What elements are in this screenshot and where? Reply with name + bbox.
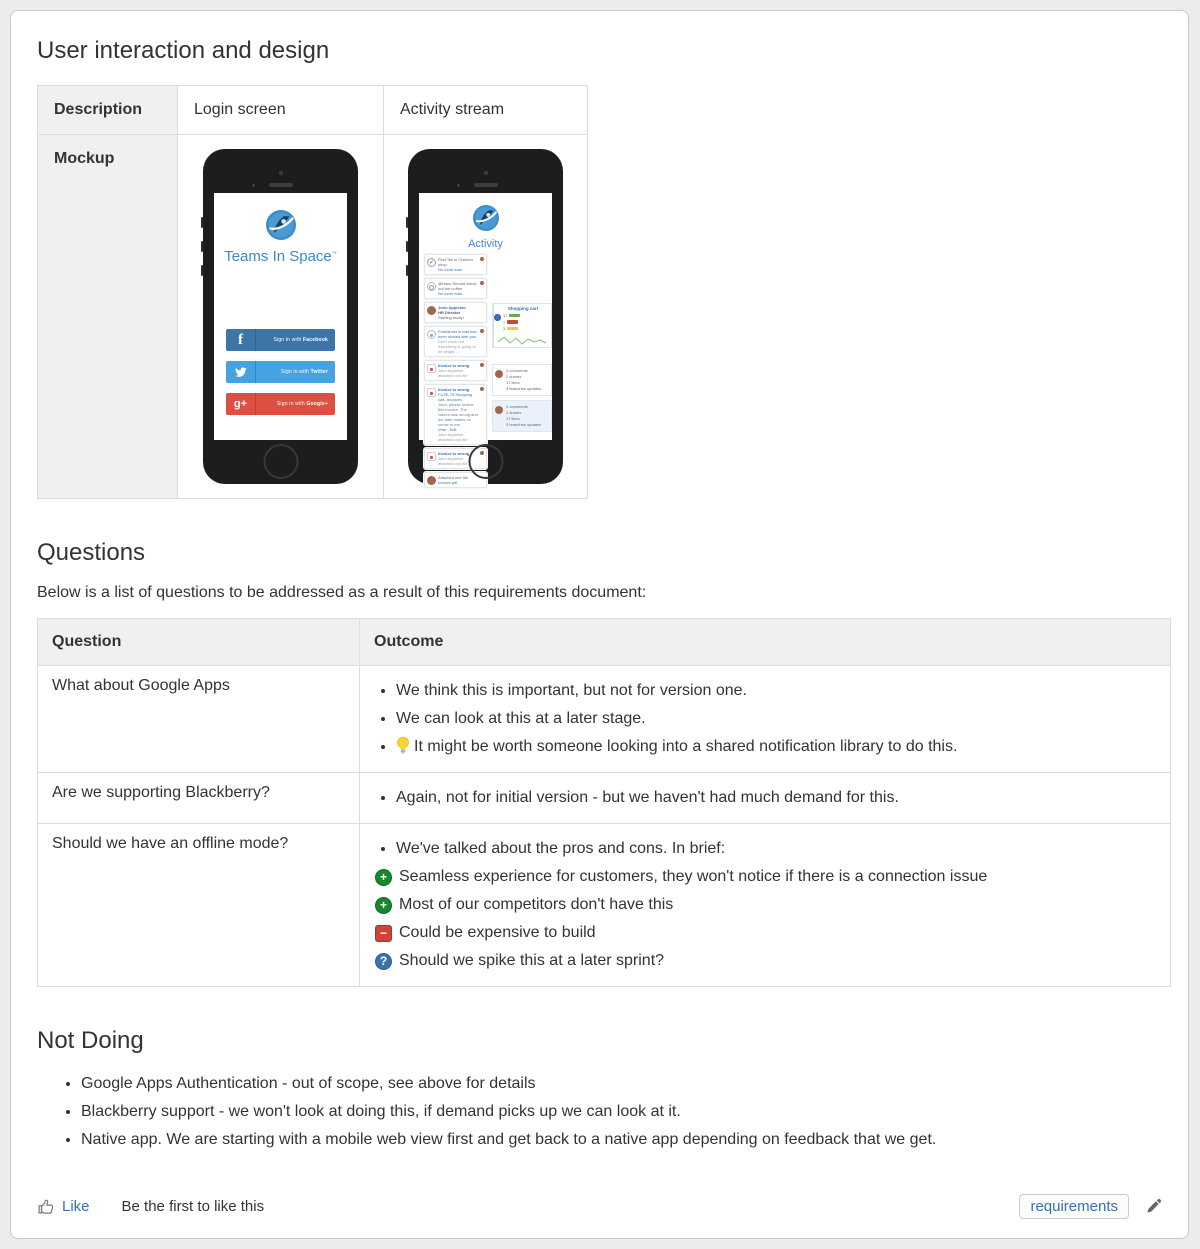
- question-column-header: Question: [38, 619, 360, 666]
- red-status-chip: [507, 320, 518, 324]
- activity-right-column: [492, 303, 552, 432]
- outcome-cell: [360, 824, 1171, 987]
- green-status-chip: [509, 314, 520, 318]
- invoice-icon: [427, 364, 436, 373]
- activity-stats-card-highlighted: 2 comments 2 shares 17 likes 3 branches updates: [492, 400, 552, 432]
- avatar: [480, 363, 484, 367]
- mockup-col-activity: Activity stream: [384, 86, 588, 135]
- plus-icon: +: [375, 869, 392, 886]
- questions-table: [37, 618, 1171, 987]
- pro-item: + Seamless experience for customers, they won't notice if there is a connection issue: [375, 863, 1156, 891]
- sparkline-chart: [497, 333, 549, 346]
- phone-side-button: [406, 265, 408, 276]
- activity-card: Invoice is wrong John Appleton attached one file: [424, 360, 487, 381]
- phone-camera-dot: [484, 171, 488, 175]
- phone-sensor-dot: [252, 184, 255, 187]
- check-icon: ✓: [428, 260, 435, 266]
- outcome-cell: [360, 666, 1171, 773]
- phone-side-button: [201, 265, 203, 276]
- phone-side-button: [406, 217, 408, 228]
- avatar: [480, 281, 484, 285]
- questions-intro: Below is a list of questions to be addressed as a result of this requirements document:: [37, 584, 647, 601]
- mockup-table-body-row: [38, 135, 588, 499]
- activity-card: Invoice is wrong John Appleton attached one file: [424, 448, 487, 469]
- page-card: [10, 10, 1189, 1239]
- activity-screen-title: Activity: [468, 238, 503, 250]
- phone-home-button: [263, 444, 298, 479]
- activity-mockup-cell: [384, 135, 588, 499]
- like-button[interactable]: [37, 1197, 90, 1216]
- activity-card: Attached one file Invoice.pdf: [424, 472, 487, 488]
- minus-icon: −: [375, 925, 392, 942]
- question-item: ? Should we spike this at a later sprint?: [375, 947, 1156, 975]
- plus-icon: +: [375, 897, 392, 914]
- facebook-icon: f: [226, 329, 256, 351]
- activity-card: Invoice is wrong FUZE-79 Shopping cart, Invoices John, please review this invoice. The values look wrong and the date makes no sense to me. Vote · Edit John Appleton attached one file: [424, 384, 487, 445]
- avatar: [495, 370, 503, 378]
- activity-card: John Appleton HR Director Starting today!: [424, 302, 487, 323]
- mockup-col-login: Login screen: [178, 86, 384, 135]
- mockup-table: [37, 85, 588, 499]
- share-icon: [427, 330, 436, 339]
- mockup-table-header-row: [38, 86, 588, 135]
- list-item: • Native app. We are starting with a mobile web view first and get back to a native app depending on feedback that we get.: [81, 1126, 1162, 1154]
- teams-in-space-logo-icon: [266, 210, 296, 240]
- avatar: [495, 406, 503, 414]
- like-label: Like: [62, 1198, 90, 1215]
- avatar: [480, 257, 484, 261]
- avatar-icon: [427, 306, 436, 315]
- outcome-item: • We can look at this at a later stage.: [396, 705, 1156, 733]
- pro-item: + Most of our competitors don't have this: [375, 891, 1156, 919]
- avatar: [480, 329, 484, 333]
- outcome-item: • We've talked about the pros and cons. In brief:: [396, 835, 1156, 863]
- activity-card: ✓ Find Tek in Chicken shop No more todo: [424, 254, 487, 275]
- invoice-icon: [427, 388, 436, 397]
- shopping-cart-title: Shopping cart: [507, 306, 539, 311]
- phone-speaker: [269, 183, 293, 187]
- shopping-stat-row: 7: [503, 320, 549, 325]
- avatar: [480, 387, 484, 391]
- thumbs-up-icon: [37, 1197, 56, 1216]
- label-tag-requirements[interactable]: requirements: [1019, 1194, 1129, 1219]
- shopping-cart-strip: [493, 304, 494, 347]
- table-row: [38, 666, 1171, 773]
- outcome-item: • Again, not for initial version - but we haven't had much demand for this.: [396, 784, 1156, 812]
- table-row: [38, 824, 1171, 987]
- signin-googleplus-button: g+ Sign in with Google+: [226, 393, 335, 415]
- yellow-status-chip: [507, 327, 518, 331]
- edit-labels-pencil-icon[interactable]: [1145, 1198, 1162, 1215]
- gear-icon: [427, 282, 436, 291]
- mockup-col-description: Description: [38, 86, 178, 135]
- table-row: [38, 773, 1171, 824]
- activity-card: @Hans Should check out the coffee No more todo: [424, 278, 487, 299]
- outcome-item: • We think this is important, but not for version one.: [396, 677, 1156, 705]
- login-phone-mockup: [203, 149, 358, 484]
- phone-sensor-dot: [457, 184, 460, 187]
- googleplus-icon: g+: [226, 393, 256, 415]
- shopping-cart-card: [492, 303, 552, 348]
- list-item: • Google Apps Authentication - out of scope, see above for details: [81, 1070, 1162, 1098]
- invoice-icon: [427, 452, 436, 461]
- shopping-cart-icon: [494, 314, 501, 321]
- mockup-row-label: Mockup: [38, 135, 178, 499]
- question-mark-icon: ?: [375, 953, 392, 970]
- outcome-item: • It might be worth someone looking into a shared notification library to do this.: [396, 733, 1156, 761]
- lightbulb-icon: [396, 736, 410, 754]
- questions-table-header-row: [38, 619, 1171, 666]
- question-cell: Should we have an offline mode?: [38, 824, 360, 987]
- signin-buttons: [226, 329, 335, 425]
- outcome-cell: [360, 773, 1171, 824]
- shopping-stat-row: 17: [503, 313, 549, 318]
- list-item: • Blackberry support - we won't look at doing this, if demand picks up we can look at it.: [81, 1098, 1162, 1126]
- phone-speaker: [474, 183, 498, 187]
- page-title: User interaction and design: [37, 37, 330, 64]
- activity-phone-mockup: [408, 149, 563, 484]
- activity-screen: [419, 193, 552, 485]
- shopping-stat-row: 3: [503, 326, 549, 331]
- twitter-icon: [226, 361, 256, 383]
- outcome-column-header: Outcome: [360, 619, 1171, 666]
- avatar-icon: [427, 476, 436, 485]
- login-screen: [214, 193, 347, 440]
- signin-facebook-button: f Sign in with Facebook: [226, 329, 335, 351]
- phone-side-button: [406, 241, 408, 252]
- like-hint: Be the first to like this: [121, 1198, 265, 1215]
- phone-side-button: [201, 241, 203, 252]
- phone-side-button: [201, 217, 203, 228]
- questions-heading: Questions: [37, 539, 146, 566]
- teams-in-space-logo-icon: [473, 205, 499, 231]
- activity-stats-card: 2 comments 2 shares 17 likes 3 branches updates: [492, 364, 552, 396]
- teams-in-space-wordmark: Teams In Space™: [224, 248, 337, 265]
- not-doing-list: [37, 1070, 1162, 1154]
- signin-twitter-button: Sign in with Twitter: [226, 361, 335, 383]
- question-cell: Are we supporting Blackberry?: [38, 773, 360, 824]
- phone-home-button: [468, 444, 503, 479]
- question-cell: What about Google Apps: [38, 666, 360, 773]
- page-footer: [37, 1194, 1162, 1219]
- login-mockup-cell: [178, 135, 384, 499]
- phone-camera-dot: [279, 171, 283, 175]
- activity-card: Freelancer is bad has been shared with you Don't freak out everything is going to be alright ...: [424, 326, 487, 357]
- not-doing-heading: Not Doing: [37, 1027, 144, 1054]
- con-item: − Could be expensive to build: [375, 919, 1156, 947]
